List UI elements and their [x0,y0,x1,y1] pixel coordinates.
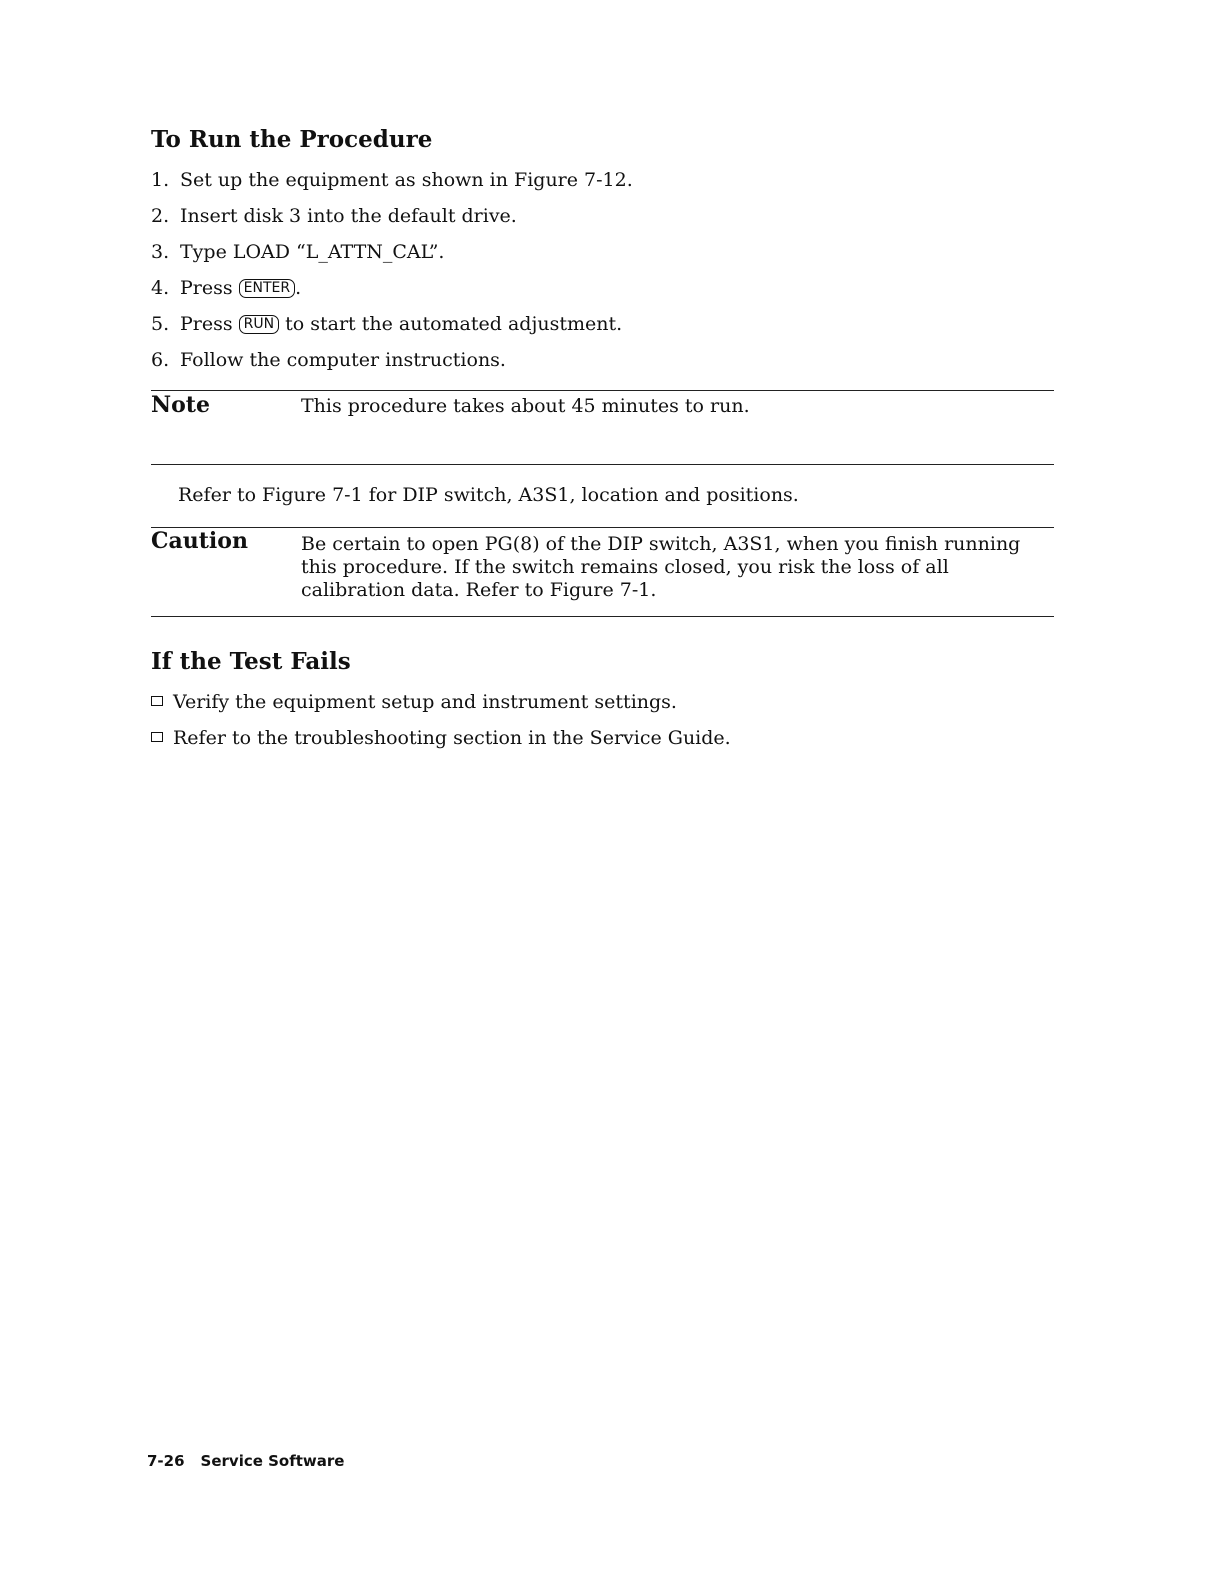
step-item [151,166,633,202]
step-text: Insert disk 3 into the default drive. [180,205,517,227]
section-heading-run-procedure: To Run the Procedure [151,126,433,153]
checklist-item [151,725,731,761]
page-number: 7-26 [147,1452,185,1470]
step-item [151,274,633,310]
page-footer [147,1452,344,1470]
caution-text: Be certain to open PG(8) of the DIP switch, A3S1, when you finish running this procedure. If the switch remains closed, you risk the loss of all calibration data. Refer to Figure 7-1. [301,533,1021,601]
section-heading-test-fails: If the Test Fails [151,648,351,675]
step-text-after-key: to start the automated adjustment. [279,313,623,335]
step-number: 3. [151,241,170,263]
step-item [151,238,633,274]
step-item [151,202,633,238]
failure-checklist [151,689,731,761]
footer-section-title: Service Software [200,1452,345,1470]
caution-bottom-divider [151,616,1054,617]
procedure-steps-list [151,166,633,382]
step-number: 4. [151,277,170,299]
step-item [151,310,633,346]
step-text: Type LOAD “L_ATTN_CAL”. [180,241,445,263]
run-key-icon: RUN [239,315,279,334]
step-text: Set up the equipment as shown in Figure 7-12. [180,169,633,191]
note-bottom-divider [151,464,1054,465]
note-label: Note [151,392,210,418]
checklist-item-text: Refer to the troubleshooting section in the Service Guide. [173,727,731,749]
step-text-before-key: Press [180,313,239,335]
step-number: 1. [151,169,170,191]
step-number: 5. [151,313,170,335]
step-item [151,346,633,382]
note-top-divider [151,390,1054,391]
note-text: This procedure takes about 45 minutes to run. [301,395,750,417]
checkbox-square-icon [151,696,163,706]
step-text: Follow the computer instructions. [180,349,506,371]
caution-top-divider [151,527,1054,528]
step-number: 2. [151,205,170,227]
step-text-before-key: Press [180,277,239,299]
checklist-item [151,689,731,725]
step-number: 6. [151,349,170,371]
enter-key-icon: ENTER [239,279,295,298]
checkbox-square-icon [151,732,163,742]
step-text-after-key: . [295,277,302,299]
caution-label: Caution [151,528,248,554]
refer-paragraph: Refer to Figure 7-1 for DIP switch, A3S1, location and positions. [178,484,799,506]
checklist-item-text: Verify the equipment setup and instrument settings. [173,691,677,713]
